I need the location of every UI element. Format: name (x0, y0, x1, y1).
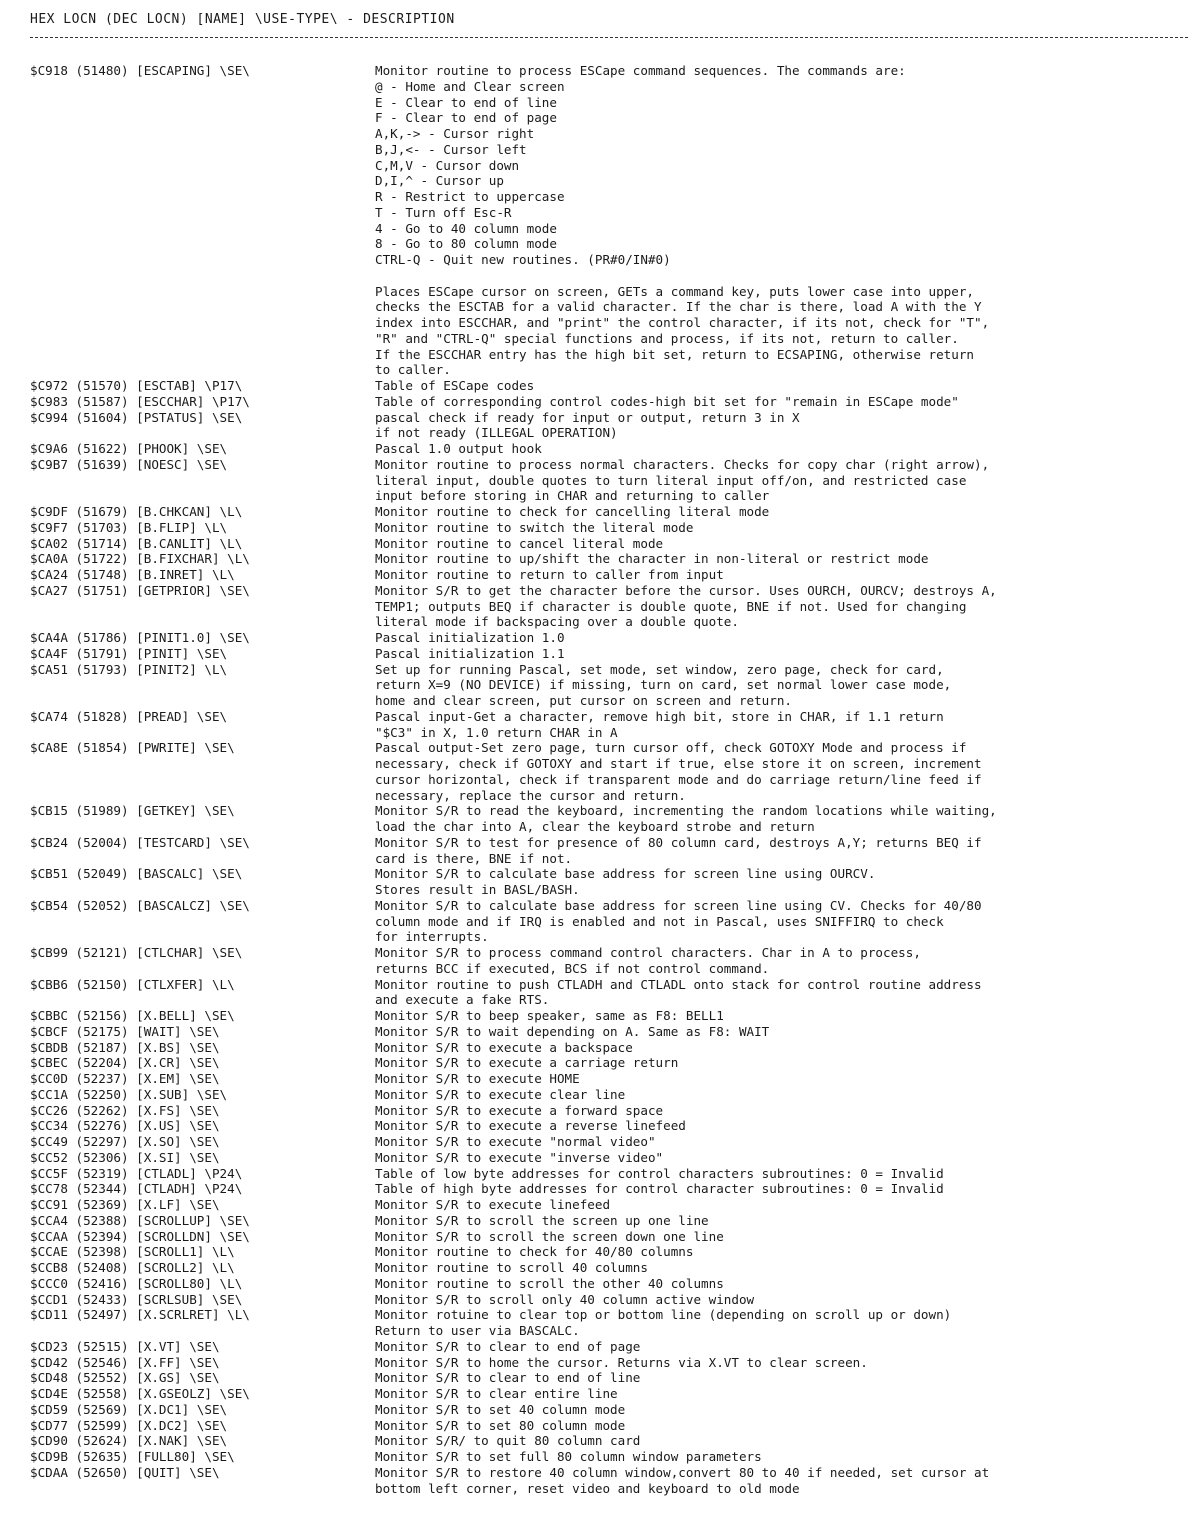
entry-row (30, 1276, 1190, 1292)
description-line: A,K,-> - Cursor right (375, 126, 535, 141)
description-line: @ - Home and Clear screen (375, 78, 565, 94)
entry-description (375, 536, 1190, 552)
entry-row (30, 630, 1190, 646)
entry-label: $C9B7 (51639) [NOESC] \SE\ (30, 456, 228, 472)
entry-description (375, 1276, 1190, 1292)
description-line: Monitor S/R to get the character before the cursor. Uses OURCH, OURCV; destroys A, (375, 582, 997, 598)
entry-description (375, 803, 1190, 835)
entry-row (30, 1307, 1190, 1339)
entry-description (375, 1339, 1190, 1355)
description-line: load the char into A, clear the keyboard strobe and return (375, 819, 815, 834)
entry-label: $CB15 (51989) [GETKEY] \SE\ (30, 803, 235, 819)
entry-row (30, 866, 1190, 898)
entry-row (30, 1150, 1190, 1166)
entry-label: $CA27 (51751) [GETPRIOR] \SE\ (30, 582, 250, 598)
entry-description (375, 410, 1190, 442)
description-line: Monitor routine to check for cancelling literal mode (375, 504, 770, 519)
entry-description (375, 1355, 1190, 1371)
description-line: Monitor S/R to execute a backspace (375, 1039, 633, 1055)
description-line: bottom left corner, reset video and keyboard to old mode (375, 1480, 800, 1496)
description-line: Monitor S/R to scroll the screen down one line (375, 1228, 724, 1244)
entry-row (30, 1339, 1190, 1355)
entry-row (30, 945, 1190, 977)
description-line: C,M,V - Cursor down (375, 157, 520, 173)
entry-label: $CD59 (52569) [X.DC1] \SE\ (30, 1401, 228, 1417)
description-line: Table of low byte addresses for control characters subroutines: 0 = Invalid (375, 1165, 944, 1181)
description-line: Monitor routine to push CTLADH and CTLADL onto stack for control routine address (375, 976, 982, 992)
description-line: Monitor routine to up/shift the character in non-literal or restrict mode (375, 551, 929, 567)
description-line: Monitor routine to scroll 40 columns (375, 1260, 648, 1275)
description-line: Monitor routine to check for 40/80 columns (375, 1244, 694, 1260)
entry-description (375, 740, 1190, 803)
entry-label: $CA8E (51854) [PWRITE] \SE\ (30, 740, 235, 756)
entry-row (30, 1024, 1190, 1040)
entry-description (375, 1465, 1190, 1497)
entry-label: $CA24 (51748) [B.INRET] \L\ (30, 567, 235, 582)
description-line: necessary, replace the cursor and return. (375, 787, 686, 803)
entry-description (375, 898, 1190, 945)
entry-row (30, 504, 1190, 520)
entry-label: $CD9B (52635) [FULL80] \SE\ (30, 1449, 235, 1464)
description-line: literal input, double quotes to turn literal input off/on, and restricted case (375, 472, 967, 488)
description-line: Return to user via BASCALC. (375, 1323, 580, 1338)
entry-row (30, 441, 1190, 457)
description-line: 8 - Go to 80 column mode (375, 236, 557, 252)
description-line: column mode and if IRQ is enabled and not in Pascal, uses SNIFFIRQ to check (375, 913, 944, 929)
description-line: B,J,<- - Cursor left (375, 141, 527, 157)
description-line: to caller. (375, 362, 451, 378)
entry-row (30, 378, 1190, 394)
entry-description (375, 835, 1190, 867)
description-line: Stores result in BASL/BASH. (375, 882, 580, 897)
description-line: Monitor routine to process ESCape command sequences. The commands are: (375, 63, 906, 78)
description-line (375, 268, 1190, 284)
entry-row (30, 1103, 1190, 1119)
entry-row (30, 803, 1190, 835)
description-line: Monitor S/R to home the cursor. Returns via X.VT to clear screen. (375, 1354, 868, 1370)
entry-row (30, 1197, 1190, 1213)
entry-description (375, 457, 1190, 504)
entry-label: $CD48 (52552) [X.GS] \SE\ (30, 1370, 220, 1386)
entry-row (30, 1465, 1190, 1497)
entry-label: $CC0D (52237) [X.EM] \SE\ (30, 1071, 220, 1086)
entry-row (30, 583, 1190, 630)
entry-description (375, 1292, 1190, 1308)
description-line: Monitor routine to return to caller from input (375, 567, 724, 582)
description-line: Monitor S/R to wait depending on A. Same as F8: WAIT (375, 1023, 770, 1039)
description-line: checks the ESCTAB for a valid character. If the char is there, load A with the Y (375, 299, 982, 315)
description-line: "$C3" in X, 1.0 return CHAR in A (375, 724, 618, 740)
entry-label: $C994 (51604) [PSTATUS] \SE\ (30, 409, 243, 425)
entry-row (30, 835, 1190, 867)
description-line: 4 - Go to 40 column mode (375, 220, 557, 236)
description-line: Monitor S/R to read the keyboard, incrementing the random locations while waiting, (375, 803, 997, 819)
description-line: card is there, BNE if not. (375, 850, 573, 866)
entry-description (375, 1040, 1190, 1056)
header-divider (30, 37, 1188, 38)
description-line: Pascal output-Set zero page, turn cursor off, check GOTOXY Mode and process if (375, 740, 967, 756)
entry-description (375, 504, 1190, 520)
entry-description (375, 1370, 1190, 1386)
entry-label: $CC26 (52262) [X.FS] \SE\ (30, 1102, 220, 1118)
description-line: Monitor S/R to set full 80 column window parameters (375, 1449, 762, 1464)
description-line: Monitor S/R to clear to end of page (375, 1338, 641, 1354)
entry-row (30, 520, 1190, 536)
description-line: D,I,^ - Cursor up (375, 173, 504, 189)
description-line: E - Clear to end of line (375, 94, 557, 110)
description-line: F - Clear to end of page (375, 110, 557, 126)
description-line: return X=9 (NO DEVICE) if missing, turn on card, set normal lower case mode, (375, 677, 952, 693)
description-line: for interrupts. (375, 929, 489, 945)
entry-description (375, 583, 1190, 630)
description-line: Pascal initialization 1.0 (375, 630, 565, 645)
description-line: Monitor S/R to restore 40 column window,convert 80 to 40 if needed, set cursor at (375, 1464, 990, 1480)
description-line: literal mode if backspacing over a double quote. (375, 614, 739, 630)
description-line: TEMP1; outputs BEQ if character is double quote, BNE if not. Used for changing (375, 598, 967, 614)
entry-label: $CDAA (52650) [QUIT] \SE\ (30, 1464, 220, 1480)
entry-label: $CCAA (52394) [SCROLLDN] \SE\ (30, 1228, 250, 1244)
entry-row (30, 1386, 1190, 1402)
entry-description (375, 646, 1190, 662)
entry-row (30, 536, 1190, 552)
entry-label: $CBEC (52204) [X.CR] \SE\ (30, 1055, 220, 1071)
entry-label: $C918 (51480) [ESCAPING] \SE\ (30, 63, 250, 78)
entry-label: $C9F7 (51703) [B.FLIP] \L\ (30, 519, 228, 535)
description-line: Places ESCape cursor on screen, GETs a command key, puts lower case into upper, (375, 283, 974, 299)
description-line: R - Restrict to uppercase (375, 189, 565, 204)
description-line: Monitor S/R to execute a carriage return (375, 1055, 679, 1071)
entry-description (375, 1244, 1190, 1260)
entry-row (30, 646, 1190, 662)
entry-label: $CC5F (52319) [CTLADL] \P24\ (30, 1165, 243, 1181)
entry-description (375, 1260, 1190, 1276)
entry-label: $CC49 (52297) [X.SO] \SE\ (30, 1134, 220, 1149)
description-line: and execute a fake RTS. (375, 992, 550, 1008)
entry-label: $CC78 (52344) [CTLADH] \P24\ (30, 1181, 243, 1197)
description-line: Monitor S/R to beep speaker, same as F8: BELL1 (375, 1008, 724, 1023)
entry-label: $CA4A (51786) [PINIT1.0] \SE\ (30, 630, 250, 645)
entry-list (30, 63, 1190, 1496)
entry-description (375, 63, 1190, 378)
description-line: Pascal initialization 1.1 (375, 645, 565, 661)
description-line: CTRL-Q - Quit new routines. (PR#0/IN#0) (375, 252, 671, 267)
entry-row (30, 1449, 1190, 1465)
entry-description (375, 709, 1190, 741)
description-line: Table of corresponding control codes-high bit set for "remain in ESCape mode" (375, 393, 959, 409)
entry-label: $CD77 (52599) [X.DC2] \SE\ (30, 1417, 228, 1433)
description-line: Monitor S/R to execute linefeed (375, 1197, 611, 1212)
entry-row (30, 1229, 1190, 1245)
entry-description (375, 630, 1190, 646)
entry-row (30, 1040, 1190, 1056)
entry-label: $CC91 (52369) [X.LF] \SE\ (30, 1197, 220, 1212)
entry-label: $CCB8 (52408) [SCROLL2] \L\ (30, 1260, 235, 1275)
entry-label: $CD90 (52624) [X.NAK] \SE\ (30, 1433, 228, 1449)
entry-row (30, 567, 1190, 583)
entry-row (30, 1055, 1190, 1071)
entry-description (375, 1103, 1190, 1119)
description-line: Monitor S/R to execute clear line (375, 1086, 626, 1102)
description-line: Pascal 1.0 output hook (375, 441, 542, 456)
description-line: Table of ESCape codes (375, 378, 535, 393)
entry-row (30, 1071, 1190, 1087)
entry-description (375, 378, 1190, 394)
entry-description (375, 1449, 1190, 1465)
entry-description (375, 1402, 1190, 1418)
entry-label: $CA0A (51722) [B.FIXCHAR] \L\ (30, 551, 250, 567)
description-line: Monitor S/R to calculate base address for screen line using CV. Checks for 40/80 (375, 897, 982, 913)
entry-label: $CB51 (52049) [BASCALC] \SE\ (30, 866, 243, 882)
entry-row (30, 1418, 1190, 1434)
entry-description (375, 520, 1190, 536)
entry-row (30, 1260, 1190, 1276)
entry-description (375, 1071, 1190, 1087)
description-line: Monitor S/R/ to quit 80 column card (375, 1433, 641, 1449)
entry-label: $CA51 (51793) [PINIT2] \L\ (30, 661, 228, 677)
entry-label: $CD4E (52558) [X.GSEOLZ] \SE\ (30, 1386, 250, 1401)
entry-label: $C972 (51570) [ESCTAB] \P17\ (30, 378, 243, 393)
description-line: home and clear screen, put cursor on screen and return. (375, 693, 793, 708)
entry-label: $CBBC (52156) [X.BELL] \SE\ (30, 1008, 235, 1023)
entry-description (375, 1134, 1190, 1150)
entry-row (30, 977, 1190, 1009)
entry-description (375, 1166, 1190, 1182)
entry-label: $C9A6 (51622) [PHOOK] \SE\ (30, 441, 228, 456)
entry-label: $CB24 (52004) [TESTCARD] \SE\ (30, 834, 250, 850)
entry-label: $CD11 (52497) [X.SCRLRET] \L\ (30, 1307, 250, 1323)
entry-row (30, 410, 1190, 442)
entry-row (30, 662, 1190, 709)
entry-row (30, 394, 1190, 410)
description-line: Monitor S/R to test for presence of 80 column card, destroys A,Y; returns BEQ if (375, 834, 982, 850)
entry-description (375, 551, 1190, 567)
description-line: necessary, check if GOTOXY and start if true, else store it on screen, increment (375, 756, 982, 771)
description-line: Monitor routine to cancel literal mode (375, 535, 664, 551)
entry-row (30, 1087, 1190, 1103)
entry-description (375, 866, 1190, 898)
entry-row (30, 1008, 1190, 1024)
entry-description (375, 1307, 1190, 1339)
entry-label: $CBDB (52187) [X.BS] \SE\ (30, 1039, 220, 1055)
entry-label: $CD42 (52546) [X.FF] \SE\ (30, 1354, 220, 1370)
entry-description (375, 394, 1190, 410)
entry-description (375, 1087, 1190, 1103)
description-line: "R" and "CTRL-Q" special functions and process, if its not, return to caller. (375, 330, 959, 346)
entry-label: $C9DF (51679) [B.CHKCAN] \L\ (30, 504, 243, 519)
description-line: Monitor rotuine to clear top or bottom line (depending on scroll up or down) (375, 1307, 952, 1323)
entry-description (375, 1418, 1190, 1434)
entry-label: $CC34 (52276) [X.US] \SE\ (30, 1118, 220, 1134)
entry-row (30, 740, 1190, 803)
description-line: Monitor S/R to scroll the screen up one line (375, 1212, 709, 1228)
entry-description (375, 1197, 1190, 1213)
entry-label: $CD23 (52515) [X.VT] \SE\ (30, 1338, 220, 1354)
entry-label: $CBCF (52175) [WAIT] \SE\ (30, 1023, 220, 1039)
entry-row (30, 63, 1190, 378)
description-line: Monitor routine to switch the literal mode (375, 519, 694, 535)
entry-description (375, 1024, 1190, 1040)
entry-row (30, 1166, 1190, 1182)
entry-description (375, 441, 1190, 457)
entry-label: $CCD1 (52433) [SCRLSUB] \SE\ (30, 1291, 243, 1307)
entry-row (30, 1292, 1190, 1308)
entry-description (375, 1055, 1190, 1071)
entry-row (30, 1355, 1190, 1371)
entry-description (375, 945, 1190, 977)
description-line: Monitor S/R to execute "normal video" (375, 1134, 656, 1149)
description-line: Monitor S/R to process command control characters. Char in A to process, (375, 945, 921, 960)
description-line: If the ESCCHAR entry has the high bit set, return to ECSAPING, otherwise return (375, 346, 974, 362)
entry-description (375, 1008, 1190, 1024)
column-header: HEX LOCN (DEC LOCN) [NAME] \USE-TYPE\ - DESCRIPTION (30, 12, 455, 27)
entry-description (375, 1386, 1190, 1402)
entry-row (30, 1181, 1190, 1197)
entry-description (375, 1181, 1190, 1197)
entry-row (30, 457, 1190, 504)
entry-row (30, 898, 1190, 945)
entry-row (30, 1213, 1190, 1229)
description-line: Monitor routine to scroll the other 40 columns (375, 1275, 724, 1291)
entry-label: $CA02 (51714) [B.CANLIT] \L\ (30, 535, 243, 551)
entry-label: $CCA4 (52388) [SCROLLUP] \SE\ (30, 1212, 250, 1228)
description-line: Monitor S/R to execute HOME (375, 1071, 580, 1086)
description-line: Table of high byte addresses for control character subroutines: 0 = Invalid (375, 1181, 944, 1197)
entry-label: $C983 (51587) [ESCCHAR] \P17\ (30, 393, 250, 409)
entry-label: $CB99 (52121) [CTLCHAR] \SE\ (30, 945, 243, 960)
description-line: Monitor S/R to scroll only 40 column active window (375, 1291, 755, 1307)
description-line: Pascal input-Get a character, remove high bit, store in CHAR, if 1.1 return (375, 708, 944, 724)
description-line: Monitor S/R to calculate base address for screen line using OURCV. (375, 866, 876, 882)
entry-row (30, 1134, 1190, 1150)
entry-label: $CCAE (52398) [SCROLL1] \L\ (30, 1244, 235, 1260)
description-line: Monitor S/R to set 40 column mode (375, 1401, 626, 1417)
description-line: Monitor routine to process normal characters. Checks for copy char (right arrow), (375, 456, 990, 472)
entry-row (30, 1370, 1190, 1386)
description-line: Monitor S/R to execute "inverse video" (375, 1149, 664, 1165)
entry-label: $CCC0 (52416) [SCROLL80] \L\ (30, 1275, 243, 1291)
entry-description (375, 662, 1190, 709)
description-line: Set up for running Pascal, set mode, set window, zero page, check for card, (375, 661, 944, 677)
entry-description (375, 1150, 1190, 1166)
description-line: index into ESCCHAR, and "print" the control character, if its not, check for "T", (375, 315, 990, 330)
description-line: T - Turn off Esc-R (375, 204, 512, 220)
entry-row (30, 551, 1190, 567)
entry-row (30, 1402, 1190, 1418)
entry-row (30, 1244, 1190, 1260)
description-line: Monitor S/R to clear to end of line (375, 1370, 641, 1386)
entry-row (30, 1118, 1190, 1134)
entry-description (375, 567, 1190, 583)
description-line: cursor horizontal, check if transparent mode and do carriage return/line feed if (375, 771, 982, 787)
description-line: Monitor S/R to clear entire line (375, 1386, 618, 1401)
description-line: pascal check if ready for input or output, return 3 in X (375, 409, 800, 425)
entry-row (30, 1433, 1190, 1449)
description-line: Monitor S/R to set 80 column mode (375, 1417, 626, 1433)
description-line: input before storing in CHAR and returning to caller (375, 488, 770, 504)
entry-description (375, 1118, 1190, 1134)
entry-label: $CC1A (52250) [X.SUB] \SE\ (30, 1086, 228, 1102)
entry-label: $CB54 (52052) [BASCALCZ] \SE\ (30, 897, 250, 913)
entry-label: $CBB6 (52150) [CTLXFER] \L\ (30, 976, 235, 992)
description-line: if not ready (ILLEGAL OPERATION) (375, 425, 618, 441)
entry-description (375, 977, 1190, 1009)
entry-description (375, 1433, 1190, 1449)
entry-label: $CA4F (51791) [PINIT] \SE\ (30, 645, 228, 661)
entry-description (375, 1229, 1190, 1245)
description-line: Monitor S/R to execute a forward space (375, 1102, 664, 1118)
description-line: Monitor S/R to execute a reverse linefeed (375, 1118, 686, 1134)
entry-label: $CC52 (52306) [X.SI] \SE\ (30, 1149, 220, 1165)
entry-row (30, 709, 1190, 741)
entry-description (375, 1213, 1190, 1229)
description-line: returns BCC if executed, BCS if not control command. (375, 960, 770, 976)
entry-label: $CA74 (51828) [PREAD] \SE\ (30, 708, 228, 724)
